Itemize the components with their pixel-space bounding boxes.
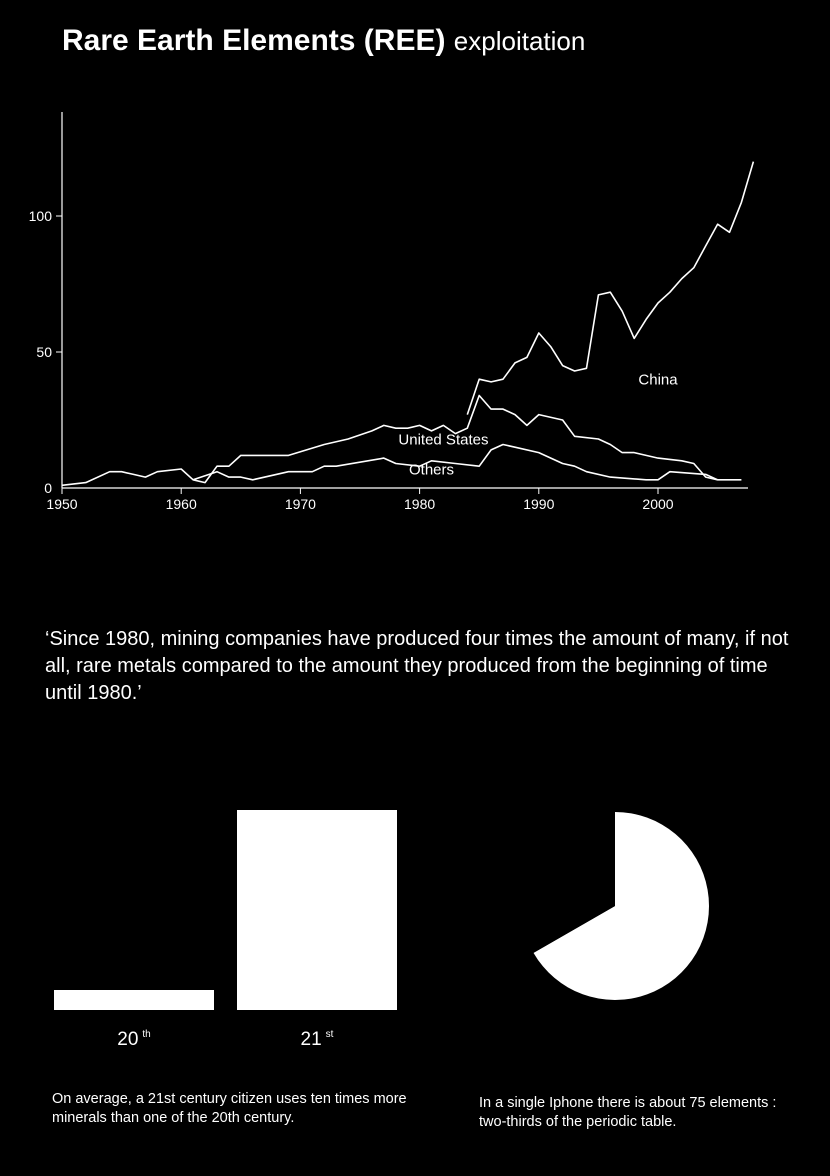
series-line-others xyxy=(193,445,718,480)
series-line-china xyxy=(467,162,753,415)
series-label-others: Others xyxy=(409,461,455,479)
y-tick-label-0: 0 xyxy=(44,480,52,496)
x-tick-label-1990: 1990 xyxy=(523,496,555,512)
bars-caption: On average, a 21st century citizen uses ten times more minerals than one of the 20th century. xyxy=(52,1091,407,1126)
bar-20th xyxy=(54,990,214,1010)
bar-label-21st: 21 $^{st}$ xyxy=(300,1029,334,1050)
quote-text: ‘Since 1980, mining companies have produced four times the amount of many, if not all, rare metals compared to the amount they produced from the beginning of time until 1980.’ xyxy=(45,628,789,704)
x-tick-label-1960: 1960 xyxy=(165,496,197,512)
bar-label-20th: 20 $^{th}$ xyxy=(117,1029,151,1050)
x-tick-label-2000: 2000 xyxy=(642,496,674,512)
title-bold: Rare Earth Elements (REE) xyxy=(62,24,446,57)
series-label-united-states: United States xyxy=(398,431,489,449)
x-tick-label-1970: 1970 xyxy=(284,496,316,512)
iphone-pie-chart xyxy=(520,800,730,1010)
x-tick-label-1980: 1980 xyxy=(404,496,436,512)
y-tick-label-50: 50 xyxy=(36,344,52,360)
pie-caption: In a single Iphone there is about 75 elements : two-thirds of the periodic table. xyxy=(479,1095,777,1130)
y-tick-label-100: 100 xyxy=(28,208,52,224)
series-label-china: China xyxy=(638,371,678,389)
page-title xyxy=(62,24,585,58)
title-light: exploitation xyxy=(453,26,586,56)
century-bar-chart xyxy=(0,795,420,1065)
bar-21st xyxy=(237,810,397,1010)
ree-line-chart xyxy=(0,100,830,530)
x-tick-label-1950: 1950 xyxy=(46,496,78,512)
